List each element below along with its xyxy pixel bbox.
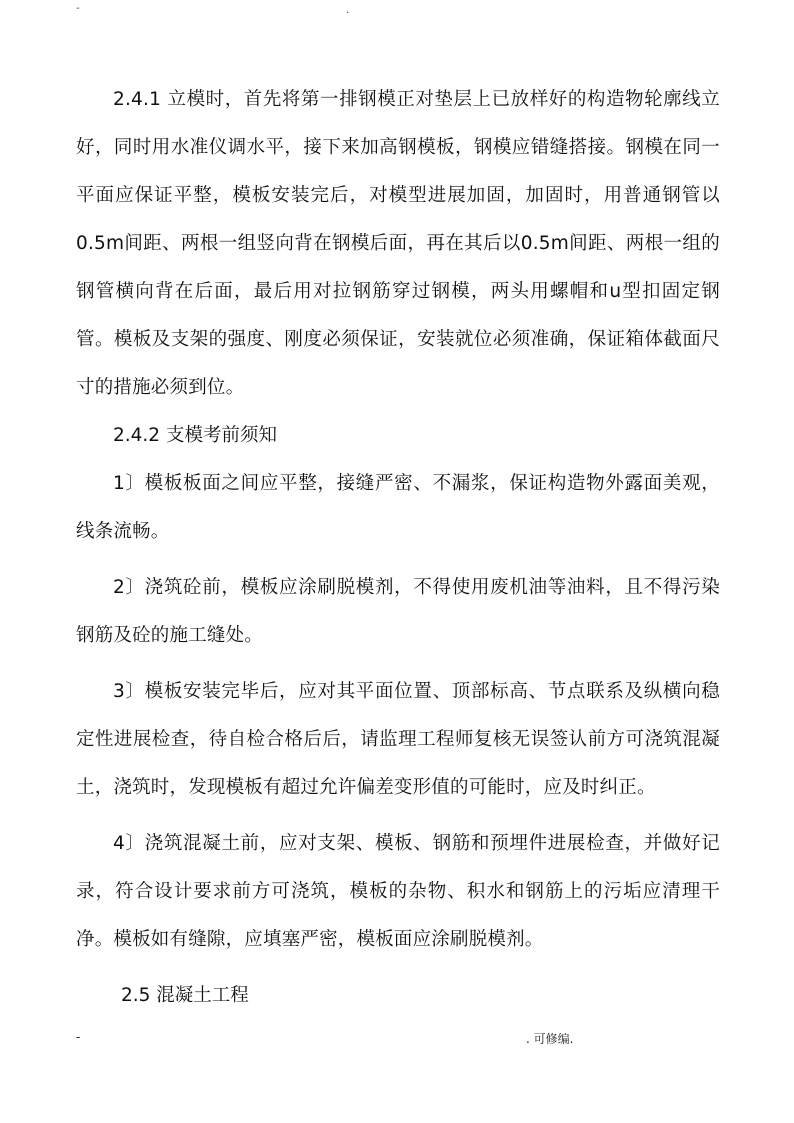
list-item-2: 2〕浇筑砼前，模板应涂刷脱模剂，不得使用废机油等油料，且不得污染钢筋及砼的施工缝处。 <box>76 577 720 646</box>
list-item-3: 3〕模板安装完毕后，应对其平面位置、顶部标高、节点联系及纵横向稳定性进展检查，待自检合格后后，请监理工程师复核无误签认前方可浇筑混凝土，浇筑时，发现模板有超过允许偏差变形值的可能时，应及时纠正。 <box>76 681 720 798</box>
footer-left-mark: - <box>76 1030 81 1044</box>
list-item-4: 4〕浇筑混凝土前，应对支架、模板、钢筋和预埋件进展检查，并做好记录，符合设计要求前方可浇筑，模板的杂物、积水和钢筋上的污垢应清理干净。模板如有缝隙，应填塞严密，模板面应涂刷脱模剂。 <box>76 833 720 950</box>
footer-editable-note: . 可修编. <box>526 1032 574 1046</box>
section-2-4-1-paragraph: 2.4.1 立模时，首先将第一排钢模正对垫层上已放样好的构造物轮廓线立好，同时用水准仪调水平，接下来加高钢模板，钢模应错缝搭接。钢模在同一平面应保证平整，模板安装完后，对模型进展加固，加固时，用普通钢管以0.5m间距、两根一组竖向背在钢模后面，再在其后以0.5m间距、两根一组的钢管横向背在后面，最后用对拉钢筋穿过钢模，两头用螺帽和u型扣固定钢管。模板及支架的强度、刚度必须保证，安装就位必须准确，保证箱体截面尺寸的措施必须到位。 <box>76 89 720 398</box>
header-left-mark: - <box>76 3 80 14</box>
section-2-4-2-heading: 2.4.2 支模考前须知 <box>113 425 277 446</box>
section-2-5-heading: 2.5 混凝土工程 <box>121 985 249 1006</box>
list-item-1: 1〕模板板面之间应平整，接缝严密、不漏浆，保证构造物外露面美观，线条流畅。 <box>76 473 720 542</box>
header-center-mark: . <box>346 5 350 16</box>
document-body <box>76 76 720 1020</box>
